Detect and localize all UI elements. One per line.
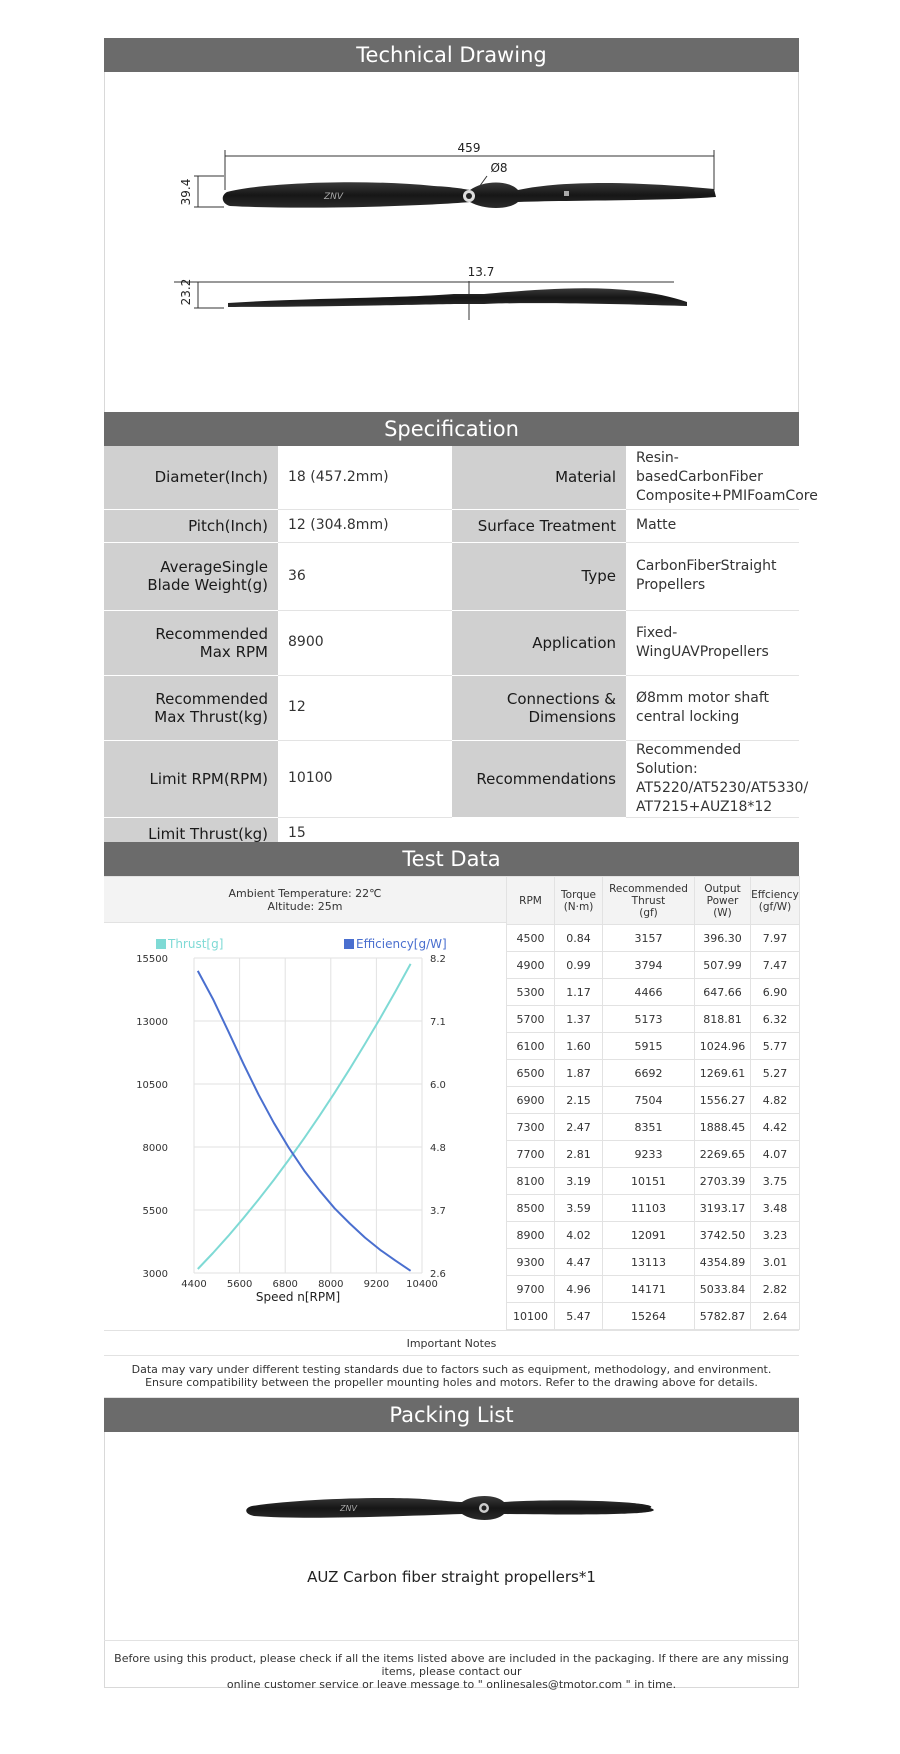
altitude: Altitude: 25m	[267, 900, 343, 913]
side-height-label: 23.2	[179, 278, 193, 306]
test-row: 8100 3.19 10151 2703.39 3.75	[507, 1168, 800, 1195]
x-tick-label: 9200	[363, 1279, 390, 1290]
x-tick-label: 4400	[181, 1279, 207, 1290]
legend-label-efficiency: Efficiency[g/W]	[356, 937, 447, 951]
x-tick-label: 10400	[406, 1279, 438, 1290]
test-header-row: RPM Torque (N·m) Recommended Thrust (gf) Output Power (W) Effciency (gf/W)	[507, 877, 800, 925]
y-right-tick-label: 4.8	[430, 1143, 446, 1154]
y-left-tick-label: 10500	[136, 1080, 168, 1091]
x-tick-label: 8000	[318, 1279, 344, 1290]
spec-row: Limit RPM(RPM) 10100 Recommendations Recommended Solution: AT5220/AT5230/AT5330/ AT7215+AUZ18*12	[104, 740, 799, 817]
specification-header: Specification	[104, 412, 799, 446]
test-row: 9700 4.96 14171 5033.84 2.82	[507, 1276, 800, 1303]
x-tick-label: 5600	[226, 1279, 253, 1290]
test-row: 10100 5.47 15264 5782.87 2.64	[507, 1303, 800, 1330]
y-right-tick-label: 6.0	[430, 1080, 446, 1091]
y-right-tick-label: 7.1	[430, 1017, 446, 1028]
test-row: 7700 2.81 9233 2269.65 4.07	[507, 1141, 800, 1168]
spec-row: AverageSingle Blade Weight(g) 36 Type CarbonFiberStraight Propellers	[104, 542, 799, 610]
y-right-tick-label: 2.6	[430, 1269, 446, 1280]
spec-row: Recommended Max Thrust(kg) 12 Connections & Dimensions Ø8mm motor shaft central locking	[104, 675, 799, 740]
important-notes-title: Important Notes	[104, 1330, 799, 1356]
test-row: 4900 0.99 3794 507.99 7.47	[507, 952, 800, 979]
important-notes: Data may vary under different testing standards due to factors such as equipment, methodology, and environment. Ensure compatibility between the propeller mounting holes and motors. Refer to the drawing above for details.	[104, 1356, 799, 1398]
spec-label: Material	[452, 446, 626, 509]
test-row: 6100 1.60 5915 1024.96 5.77	[507, 1033, 800, 1060]
ambient-conditions	[104, 876, 506, 923]
test-row: 4500 0.84 3157 396.30 7.97	[507, 925, 800, 952]
packing-item: AUZ Carbon fiber straight propellers*1	[307, 1568, 596, 1586]
blade-width-label: 39.4	[179, 178, 193, 206]
x-axis-label: Speed n[RPM]	[255, 1290, 341, 1304]
y-right-tick-label: 3.7	[430, 1206, 446, 1217]
test-data-header: Test Data	[104, 842, 799, 876]
packing-list-header: Packing List	[104, 1398, 799, 1432]
thrust-efficiency-chart	[104, 923, 506, 1330]
technical-drawing	[104, 72, 799, 412]
spec-value: Resin-basedCarbonFiber Composite+PMIFoamCore	[626, 446, 799, 509]
test-row: 5700 1.37 5173 818.81 6.32	[507, 1006, 800, 1033]
test-data-table	[506, 876, 800, 1330]
y-left-tick-label: 5500	[142, 1206, 168, 1217]
hub-diameter-label: Ø8	[490, 161, 508, 175]
test-row: 9300 4.47 13113 4354.89 3.01	[507, 1249, 800, 1276]
packing-propeller-image	[104, 1480, 799, 1540]
thrust-series-line	[198, 964, 411, 1269]
hub-thickness-label: 13.7	[467, 265, 495, 279]
test-row: 8900 4.02 12091 3742.50 3.23	[507, 1222, 800, 1249]
technical-drawing-header: Technical Drawing	[104, 38, 799, 72]
legend-label-thrust: Thrust[g]	[168, 937, 224, 951]
test-row: 7300 2.47 8351 1888.45 4.42	[507, 1114, 800, 1141]
spec-value: 18 (457.2mm)	[278, 446, 452, 509]
test-row: 6900 2.15 7504 1556.27 4.82	[507, 1087, 800, 1114]
packing-logo-text: ZNV	[340, 1504, 357, 1513]
spec-label: Diameter(Inch)	[104, 446, 278, 509]
length-label: 459	[457, 141, 481, 155]
legend-swatch-efficiency	[344, 939, 354, 949]
x-tick-label: 6800	[272, 1279, 298, 1290]
spec-row	[104, 446, 799, 509]
propeller-side-view	[228, 288, 687, 307]
packing-footer-note: Before using this product, please check if all the items listed above are included in the packaging. If there are any missing items, please contact our online customer service or leave message to " onlinesales@tmotor.com " in time.	[104, 1640, 799, 1688]
y-left-tick-label: 15500	[136, 954, 168, 965]
test-row: 6500 1.87 6692 1269.61 5.27	[507, 1060, 800, 1087]
ambient-temperature: Ambient Temperature: 22℃	[228, 887, 382, 900]
spec-row: Limit Thrust(kg) 15	[104, 817, 799, 850]
y-left-tick-label: 8000	[142, 1143, 168, 1154]
spec-row: Recommended Max RPM 8900 Application Fixed-WingUAVPropellers	[104, 610, 799, 675]
spec-row: Pitch(Inch) 12 (304.8mm) Surface Treatment Matte	[104, 509, 799, 542]
y-left-tick-label: 3000	[142, 1269, 168, 1280]
y-right-tick-label: 8.2	[430, 954, 446, 965]
efficiency-series-line	[198, 971, 411, 1271]
test-row: 8500 3.59 11103 3193.17 3.48	[507, 1195, 800, 1222]
specification-table	[104, 446, 818, 851]
y-left-tick-label: 13000	[136, 1017, 168, 1028]
legend-swatch-thrust	[156, 939, 166, 949]
logo-text: ZNV	[324, 192, 344, 202]
test-row: 5300 1.17 4466 647.66 6.90	[507, 979, 800, 1006]
